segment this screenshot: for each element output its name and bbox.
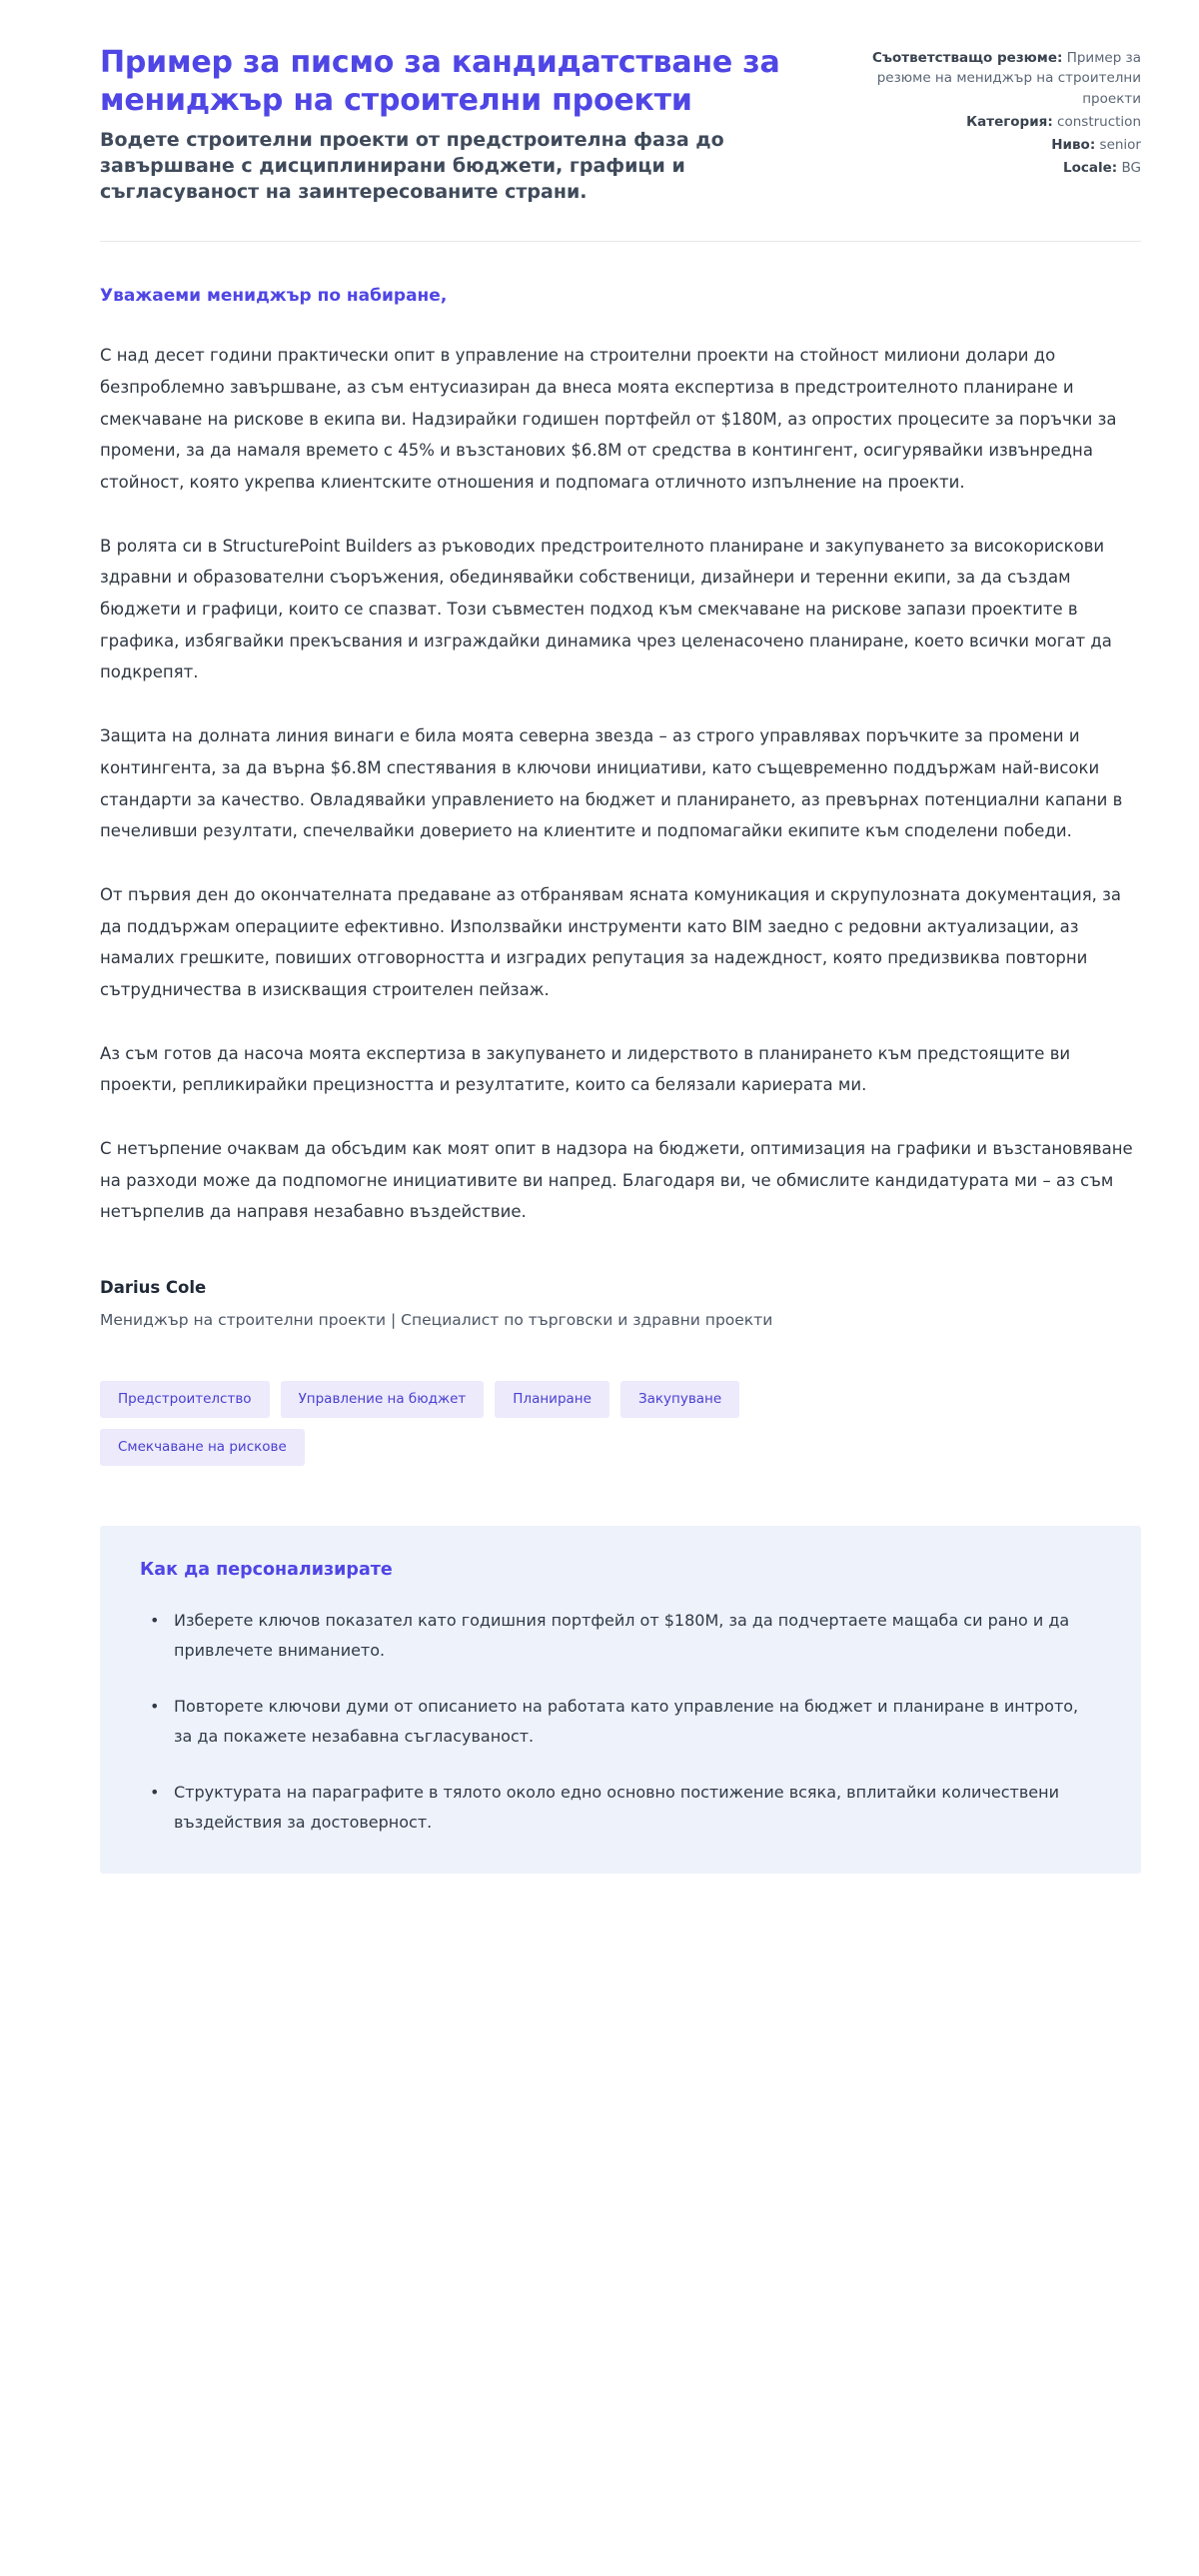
document-header	[100, 44, 1141, 205]
metadata-label: Съответстващо резюме:	[871, 50, 1063, 66]
metadata-row-level	[863, 135, 1141, 155]
signature-block	[100, 1278, 1139, 1329]
metadata-label: Категория:	[966, 113, 1053, 130]
callout-list-item: • Повторете ключови думи от описанието на работата като управление на бюджет и планиране в интрото, за да покажете незабавна съгласуваност.	[166, 1692, 1101, 1752]
metadata-value: BG	[1121, 160, 1141, 177]
header-text-block	[100, 44, 799, 205]
letter-paragraph: В ролята си в StructurePoint Builders аз ръководих предстроителното планиране и закупуването за високорискови здравни и образователни съоръжения, обединявайки собственици, дизайнери и теренни екипи, за да създам бюджети и графици, които се спазват. Този съвместен подход към смекчаване на рискове запази проектите в графика, избягвайки прекъсвания и изграждайки динамика чрез целенасочено планиране, което всички могат да подкрепят.	[100, 536, 1112, 682]
tag-item[interactable]: Планиране	[495, 1381, 609, 1418]
callout-list-item: • Структурата на параграфите в тялото около едно основно постижение всяка, вплитайки количествени въздействия за достоверност.	[166, 1778, 1101, 1838]
callout-list-item: • Изберете ключов показател като годишния портфейл от $180M, за да подчертаете мащаба си рано и да привлечете вниманието.	[166, 1606, 1101, 1666]
metadata-label: Locale:	[1063, 160, 1118, 177]
signature-name: Darius Cole	[100, 1277, 207, 1297]
tag-item[interactable]: Закупуване	[620, 1381, 739, 1418]
tag-list	[100, 1381, 799, 1466]
tag-item[interactable]: Смекчаване на рискове	[100, 1429, 305, 1466]
page-subtitle: Водете строителни проекти от предстроителна фаза до завършване с дисциплинирани бюджети, графици и съгласуваност на заинтересованите страни.	[100, 128, 724, 204]
metadata-row-category	[863, 112, 1141, 132]
letter-paragraph: Защита на долната линия винаги е била моята северна звезда – аз строго управлявах поръчките за промени и контингента, за да върна $6.8M спестявания в ключови инициативи, като същевременно поддържам най-високи стандарти за качество. Овладявайки управлението на бюджет и планирането, аз превърнах потенциални капани в печеливши резултати, спечелвайки доверието на клиентите и подпомагайки екипите към споделени победи.	[100, 726, 1123, 841]
callout-list	[140, 1606, 1101, 1838]
document-metadata	[863, 44, 1141, 182]
customization-callout	[100, 1526, 1141, 1874]
letter-paragraph: С над десет години практически опит в управление на строителни проекти на стойност милиони долари до безпроблемно завършване, аз съм ентусиазиран да внеса моята експертиза в предстроителното планиране и смекчаване на рискове в екипа ви. Надзирайки годишен портфейл от $180M, аз опростих процесите за поръчки за промени, за да намаля времето с 45% и възстанових $6.8M от средства в контингент, осигурявайки извънредна стойност, която укрепва клиентските отношения и подпомага отличното изпълнение на проекти.	[100, 346, 1117, 493]
letter-body	[100, 242, 1139, 1328]
salutation: Уважаеми мениджър по набиране,	[100, 286, 448, 307]
metadata-label: Ниво:	[1051, 137, 1096, 153]
letter-paragraph: С нетърпение очаквам да обсъдим как моят опит в надзора на бюджети, оптимизация на графики и възстановяване на разходи може да подпомогне инициативите ви напред. Благодаря ви, че обмислите кандидатурата ми – аз съм нетърпелив да направя незабавно въздействие.	[100, 1138, 1133, 1222]
tag-item[interactable]: Управление на бюджет	[281, 1381, 485, 1418]
letter-paragraph: От първия ден до окончателната предаване аз отбранявам ясната комуникация и скрупулозната документация, за да поддържам операциите ефективно. Използвайки инструменти като BIM заедно с редовни актуализации, аз намалих грешките, повиших отговорността и изградих репутация за надеждност, която предизвиква повторни сътрудничества в изискващия строителен пейзаж.	[100, 884, 1122, 999]
metadata-row-matching-resume	[863, 48, 1141, 109]
metadata-row-locale	[863, 158, 1141, 178]
tag-item[interactable]: Предстроителство	[100, 1381, 270, 1418]
letter-paragraph: Аз съм готов да насоча моята експертиза в закупуването и лидерството в планирането към предстоящите ви проекти, репликирайки прецизността и резултатите, които са белязали кариерата ми.	[100, 1043, 1071, 1095]
callout-title: Как да персонализирате	[140, 1559, 393, 1580]
metadata-value: construction	[1057, 113, 1141, 130]
signature-role: Мениджър на строителни проекти | Специалист по търговски и здравни проекти	[100, 1310, 773, 1329]
metadata-value: Пример за резюме на мениджър на строителни проекти	[876, 50, 1141, 107]
metadata-value: senior	[1099, 137, 1141, 153]
page-title: Пример за писмо за кандидатстване за мениджър на строителни проекти	[100, 45, 780, 119]
